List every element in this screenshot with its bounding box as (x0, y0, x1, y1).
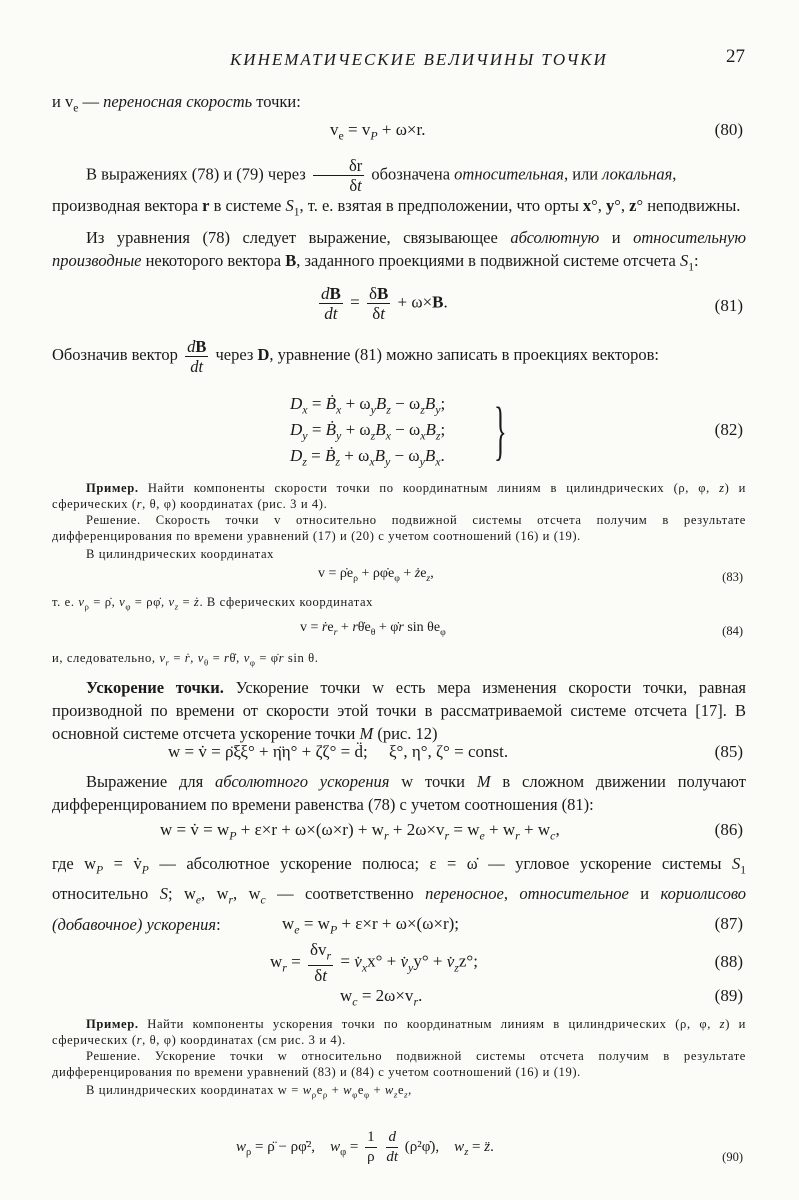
part: (ρ²φ̇), $w_z$ = z̈. (404, 1138, 494, 1158)
fraction-1-rho (365, 1128, 377, 1167)
denominator: δt (314, 966, 327, 986)
equation-83-number: (83) (722, 570, 743, 584)
running-header (0, 46, 799, 76)
numerator: dB (321, 284, 341, 303)
example-2-solution: Решение. Ускорение точки w относительно подвижной системы отсчета получим в результате дифференцирования по времени уравнений (83) и (84) с учетом соотношений (16) и (19). (52, 1049, 746, 1079)
denominator: dt (324, 304, 338, 323)
text: В выражениях (78) и (79) через (86, 164, 306, 184)
example-1-cylindrical: В цилиндрических координатах (86, 547, 275, 561)
equation-86-number: (86) (714, 820, 743, 839)
paragraph-absolute: Выражение для абсолютного ускорения w точки M в сложном движении получают дифференцированием по времени равенства (78) с учетом соотношения (81): (52, 772, 746, 814)
page-number: 27 (726, 46, 745, 67)
equation-82-line-1: $D_x$ = Ḃ$_x$ + $\omega_yB_z - \omega_zB_y$; (290, 394, 446, 417)
paragraph-where: где $w_P$ = $v̇_P$ — абсолютное ускорение полюса; ε = ω̇ — угловое ускорение системы $S_1$ относительно S; $w_e$, $w_r$, $w_c$ — соответственно переносное, относительное и кориолисово (добавочное) ускорения: (52, 854, 747, 934)
fraction-dB-dt (185, 337, 208, 376)
denominator: dt (190, 356, 204, 376)
text: Обозначив вектор (52, 345, 178, 364)
running-title: КИНЕМАТИЧЕСКИЕ ВЕЛИЧИНЫ ТОЧКИ (230, 50, 608, 69)
equation-90-number: (90) (722, 1150, 743, 1164)
equation-83: $v = \rhȯe_\rho$ + $\rho\varphi̇e_\varphi$ + $że_z$, (318, 566, 434, 584)
denominator: ρ (367, 1149, 375, 1165)
example-2-statement: Пример. Найти компоненты ускорения точки по координатным линиям в цилиндрических (ρ, φ, z) и сферических (r, θ, φ) координатах (см рис. 3 и 4). (52, 1017, 746, 1047)
equation-87-number: (87) (714, 914, 743, 933)
numerator: δB (368, 284, 389, 303)
equation-81: $\frac{dB}{dt}$ = $\frac{\delta B}{\delta t}$ + ω×B. (321, 284, 448, 323)
paragraph-acceleration: Ускорение точки. Ускорение точки w есть мера изменения скорости точки, равная производной по времени от скорости этой точки в рассматриваемой системе отсчета [17]. В основной системе отсчета ускорение точки M (рис. 12) (52, 678, 746, 743)
fraction-dvr-dt (308, 940, 333, 985)
rhs: = $v̇_xx^\circ$ + $v̇_yy^\circ$ + $v̇_zz^\circ$; (340, 951, 478, 974)
numerator: δr (313, 156, 364, 176)
equation-85: w = v̇ = ρ̈ξξ° + η̈η° + ζ̈ζ° = d̈; ξ°, η°, ζ° = const. (168, 742, 509, 761)
denominator: δt (372, 304, 385, 323)
numerator: $\delta v_r$ (308, 940, 333, 966)
denominator: δt (349, 176, 362, 195)
example-1-statement: Пример. Найти компоненты скорости точки по координатным линиям в цилиндрических (ρ, φ, z) и сферических (r, θ, φ) координатах (рис. 3 и 4). (52, 481, 746, 511)
numerator: dB (187, 336, 207, 356)
equation-80: $v_e = v_P + \omega\times r$. (330, 120, 426, 143)
equation-84: v = ṙe$_r$ + $r\thetȧe_\theta$ + φ̇r $\sin \theta e_\varphi$ (300, 620, 446, 638)
paragraph-derivative (52, 156, 746, 195)
numerator: 1 (365, 1128, 377, 1148)
equation-84-number: (84) (722, 624, 743, 638)
equation-82-line-3: $D_z$ = Ḃ$_z$ + $\omega_xB_y - \omega_yB_x$. (290, 446, 445, 469)
denominator: dt (386, 1149, 399, 1165)
equation-86: w = v̇ = $w_P + \varepsilon\times r + \omega\times(\omega\times r) + w_r + 2\omega\times v_r = w_e + w_r + w_c$, (160, 820, 560, 843)
equation-81-number: (81) (714, 296, 743, 315)
equation-88-number: (88) (714, 952, 743, 971)
text: через D, уравнение (81) можно записать в проекциях векторов: (215, 345, 659, 364)
equation-82-number: (82) (714, 420, 743, 439)
equation-89-number: (89) (714, 986, 743, 1005)
numerator: d (386, 1128, 398, 1148)
equation-89: $w_c = 2\omega\times v_r$. (340, 986, 423, 1009)
equation-90 (236, 1128, 494, 1167)
fraction-dr-dt (313, 156, 364, 195)
equation-82-line-2: $D_y$ = Ḃ$_y$ + $\omega_zB_x - \omega_xB_z$; (290, 420, 446, 443)
example-2-cylindrical: В цилиндрических координатах $w = w_\rho e_\rho + w_\varphi e_\varphi + w_ze_z$, (86, 1083, 412, 1100)
example-1-spherical: т. е. $v_\rho$ = ρ̇, $v_\varphi$ = ρφ̇, $v_z$ = ż. В сферических координатах (52, 595, 374, 612)
example-1-result: и, следовательно, $v_r$ = ṙ, $v_\theta$ = rθ̇, $v_\varphi$ = φ̇r sin θ. (52, 651, 319, 668)
fraction-d-dt (386, 1128, 398, 1167)
paragraph-ve-intro: и $v_e$ — переносная скорость точки: (52, 92, 301, 115)
equation-80-number: (80) (714, 120, 743, 139)
equation-87: $w_e = w_P + \varepsilon\times r + \omega\times(\omega\times r)$; (282, 914, 460, 937)
equation-85-number: (85) (714, 742, 743, 761)
part: $w_\rho$ = ρ̈ − ρφ̇², $w_\varphi$ = (236, 1138, 359, 1158)
equation-88 (270, 940, 478, 985)
paragraph-from-78: Из уравнения (78) следует выражение, связывающее абсолютную и относительную производные некоторого вектора B, заданного проекциями в подвижной системе отсчета $S_1$: (52, 228, 746, 274)
lhs: $w_r$ = (270, 951, 301, 974)
equation-tail: + ω×B. (397, 292, 448, 312)
fraction-dB-dt (319, 284, 343, 323)
paragraph-denote (52, 336, 746, 376)
paragraph-derivative-cont: производная вектора r в системе $S_1$, т. е. взятая в предположении, что орты x°, y°, z° неподвижны. (52, 196, 741, 219)
fraction-deltaB-deltat (367, 284, 390, 323)
text: обозначена относительная, или локальная, (371, 164, 677, 184)
example-1-solution: Решение. Скорость точки v относительно подвижной системы отсчета получим в результате дифференцирования по времени уравнений (17) и (20) с учетом соотношений (16) и (19). (52, 513, 746, 543)
right-brace: } (494, 394, 507, 467)
